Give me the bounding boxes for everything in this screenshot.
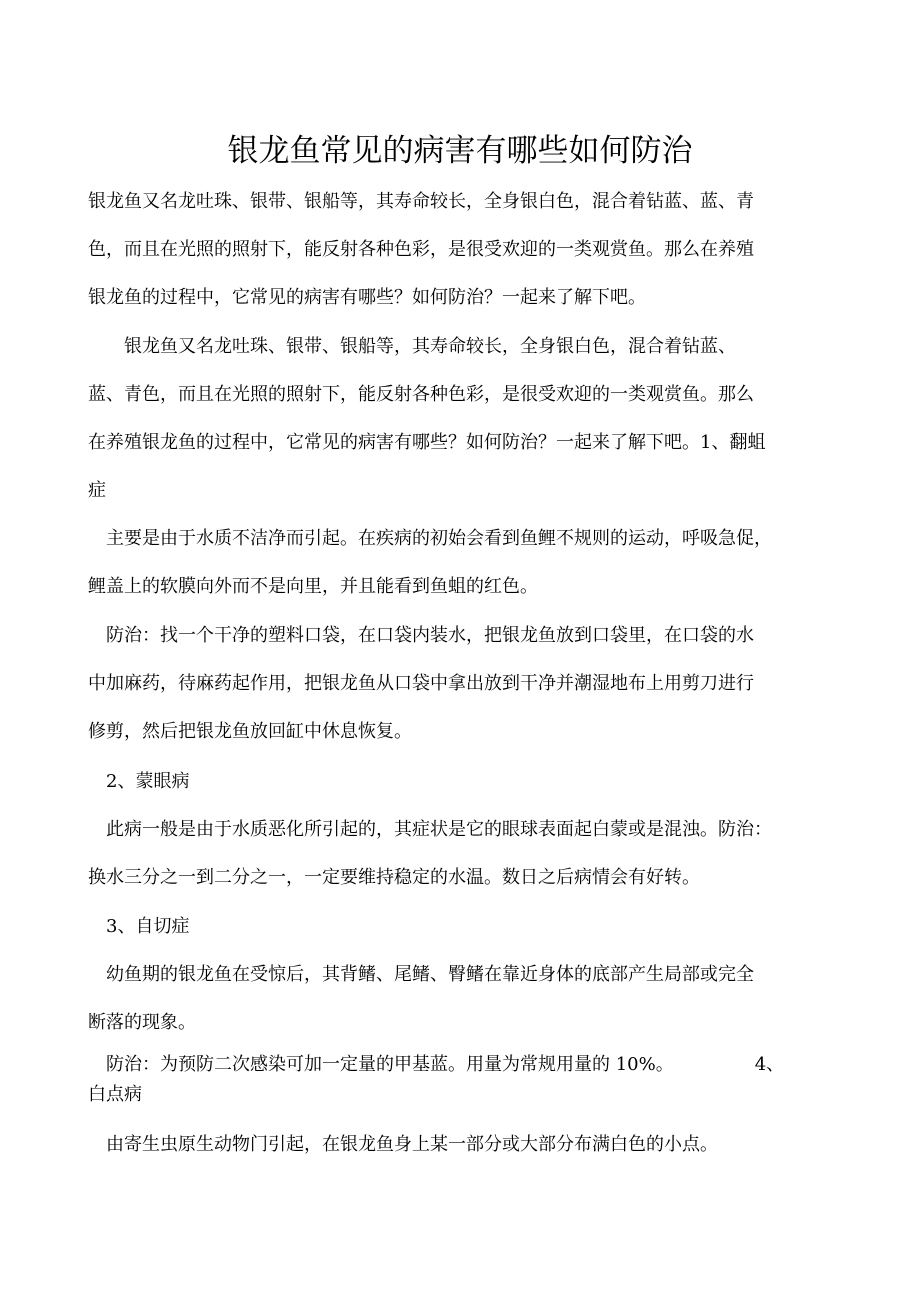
body-paragraph xyxy=(88,806,832,902)
text-line: 由寄生虫原生动物门引起，在银龙鱼身上某一部分或大部分布满白色的小点。 xyxy=(88,1134,718,1155)
body-paragraph xyxy=(88,951,832,1047)
text-line: 幼鱼期的银龙鱼在受惊后，其背鳍、尾鳍、臀鳍在靠近身体的底部产生局部或完全 xyxy=(88,964,754,985)
text-line: 中加麻药，待麻药起作用，把银龙鱼从口袋中拿出放到干净并潮湿地布上用剪刀进行 xyxy=(88,673,754,694)
text-line: 鲤盖上的软膜向外而不是向里，并且能看到鱼蛆的红色。 xyxy=(88,576,538,597)
text-line: 防治：找一个干净的塑料口袋，在口袋内装水，把银龙鱼放到口袋里，在口袋的水 xyxy=(88,625,754,646)
body-paragraph xyxy=(88,1121,832,1169)
text-line: 在养殖银龙鱼的过程中，它常见的病害有哪些？如何防治？一起来了解下吧。1、翻蛆 xyxy=(88,432,766,453)
text-line: 换水三分之一到二分之一，一定要维持稳定的水温。数日之后病情会有好转。 xyxy=(88,867,700,888)
text-line: 白点病 xyxy=(88,1084,142,1105)
text-line: 主要是由于水质不洁净而引起。在疾病的初始会看到鱼鲤不规则的运动，呼吸急促， xyxy=(88,528,772,549)
text-line: 断落的现象。 xyxy=(88,1012,196,1033)
text-line: 银龙鱼又名龙吐珠、银带、银船等，其寿命较长，全身银白色，混合着钻蓝、蓝、青 xyxy=(88,191,754,212)
text-line: 蓝、青色，而且在光照的照射下，能反射各种色彩，是很受欢迎的一类观赏鱼。那么 xyxy=(88,384,754,405)
text-line: 防治：为预防二次感染可加一定量的甲基蓝。用量为常规用量的 10%。 4、 xyxy=(88,1054,785,1075)
body-paragraph xyxy=(88,323,832,515)
text-line: 色，而且在光照的照射下，能反射各种色彩，是很受欢迎的一类观赏鱼。那么在养殖 xyxy=(88,239,754,260)
text-line: 此病一般是由于水质恶化所引起的，其症状是它的眼球表面起白蒙或是混浊。防治： xyxy=(88,819,772,840)
page-title: 银龙鱼常见的病害有哪些如何防治 xyxy=(227,133,693,169)
section-heading xyxy=(88,903,832,951)
text-line: 3、自切症 xyxy=(88,916,190,937)
text-line: 症 xyxy=(88,480,106,501)
intro-paragraph xyxy=(88,178,832,322)
text-line: 修剪，然后把银龙鱼放回缸中休息恢复。 xyxy=(88,721,412,742)
treatment-paragraph xyxy=(88,612,832,756)
symptom-paragraph xyxy=(88,515,832,611)
treatment-paragraph xyxy=(88,1050,832,1110)
text-line: 银龙鱼的过程中，它常见的病害有哪些？如何防治？一起来了解下吧。 xyxy=(88,287,646,308)
text-line: 2、蒙眼病 xyxy=(88,771,190,792)
text-line: 银龙鱼又名龙吐珠、银带、银船等，其寿命较长，全身银白色，混合着钻蓝、 xyxy=(88,336,736,357)
section-heading xyxy=(88,758,832,806)
